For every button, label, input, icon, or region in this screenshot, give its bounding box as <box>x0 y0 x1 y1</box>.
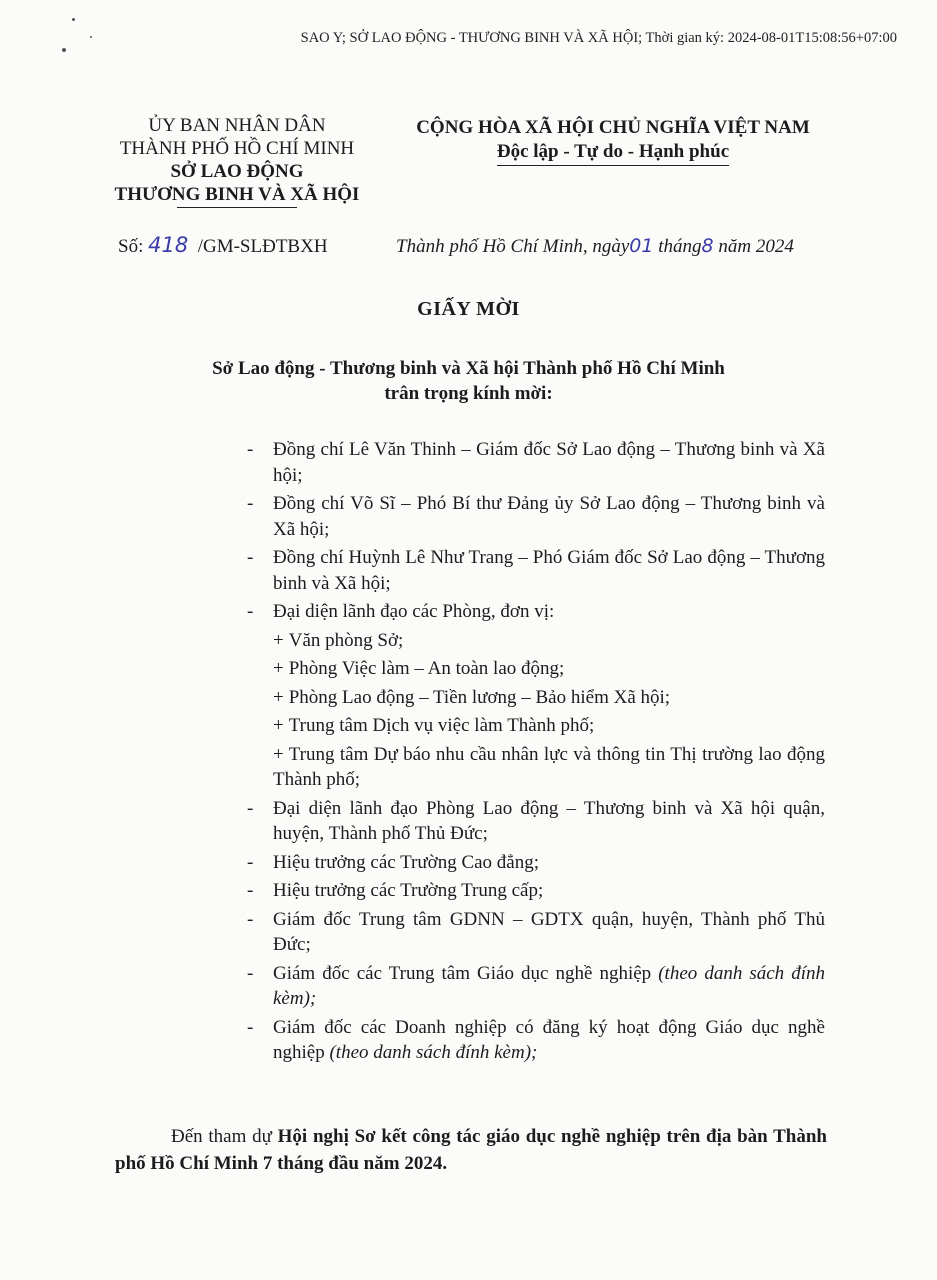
doc-number-prefix: Số: <box>118 236 144 257</box>
list-item: - Giám đốc các Doanh nghiệp có đăng ký hoạt động Giáo dục nghề nghiệp (theo danh sách đính kèm); <box>247 1016 825 1063</box>
agency-line-4: THƯƠNG BINH VÀ XÃ HỘI <box>114 184 360 205</box>
doc-number-suffix: /GM-SLĐTBXH <box>197 236 328 257</box>
issuing-agency-header <box>92 114 382 208</box>
list-item: - Hiệu trưởng các Trường Cao đẳng; <box>247 851 540 873</box>
scan-speck <box>62 48 66 52</box>
department-item: + Phòng Việc làm – An toàn lao động; <box>273 658 565 679</box>
national-header <box>382 116 844 166</box>
list-item: - Đại diện lãnh đạo các Phòng, đơn vị: <box>247 601 555 622</box>
date-year: năm 2024 <box>718 236 794 257</box>
country-name: CỘNG HÒA XÃ HỘI CHỦ NGHĨA VIỆT NAM <box>416 117 810 138</box>
document-title: GIẤY MỜI <box>417 298 520 320</box>
department-item: + Trung tâm Dịch vụ việc làm Thành phố; <box>273 715 595 736</box>
document-number <box>118 233 328 258</box>
doc-number-handwritten: 418 <box>148 233 189 257</box>
national-motto: Độc lập - Tự do - Hạnh phúc <box>497 140 729 166</box>
intro-line-1: Sở Lao động - Thương binh và Xã hội Thành phố Hồ Chí Minh <box>212 358 725 379</box>
department-item: + Phòng Lao động – Tiền lương – Bảo hiểm Xã hội; <box>273 686 671 708</box>
list-item: - Hiệu trưởng các Trường Trung cấp; <box>247 880 544 901</box>
list-item: - Giám đốc các Trung tâm Giáo dục nghề nghiệp (theo danh sách đính kèm); <box>247 962 825 1009</box>
date-place: Thành phố Hồ Chí Minh, ngày <box>396 236 630 257</box>
department-item: + Văn phòng Sở; <box>273 629 404 651</box>
intro-line-2: trân trọng kính mời: <box>384 383 553 404</box>
date-day: 01 <box>629 235 654 257</box>
list-item: - Đại diện lãnh đạo Phòng Lao động – Thương binh và Xã hội quận, huyện, Thành phố Thủ Đức; <box>247 797 825 844</box>
list-item: - Đồng chí Lê Văn Thinh – Giám đốc Sở Lao động – Thương binh và Xã hội; <box>247 439 825 486</box>
date-month-label: tháng <box>658 236 702 257</box>
scan-speck <box>72 18 75 21</box>
event-name: Hội nghị Sơ kết công tác giáo dục nghề nghiệp trên địa bàn Thành phố Hồ Chí Minh 7 tháng đầu năm 2024. <box>115 1126 827 1174</box>
issue-date <box>396 235 794 258</box>
invitee-list <box>247 437 825 1069</box>
agency-underline <box>177 207 297 208</box>
scan-speck <box>90 36 92 38</box>
department-item: + Trung tâm Dự báo nhu cầu nhân lực và thông tin Thị trường lao động Thành phố; <box>273 743 825 790</box>
agency-line-2: THÀNH PHỐ HỒ CHÍ MINH <box>119 138 355 159</box>
closing-lead: Đến tham dự <box>171 1126 278 1147</box>
invitation-closing <box>115 1123 827 1177</box>
agency-line-3: SỞ LAO ĐỘNG <box>170 161 304 182</box>
date-month: 8 <box>701 235 714 257</box>
digital-signature-stamp: SAO Y; SỞ LAO ĐỘNG - THƯƠNG BINH VÀ XÃ HỘI; Thời gian ký: 2024-08-01T15:08:56+07:00 <box>300 30 897 46</box>
list-item: - Đồng chí Võ Sĩ – Phó Bí thư Đảng ủy Sở Lao động – Thương binh và Xã hội; <box>247 493 825 540</box>
list-item: - Giám đốc Trung tâm GDNN – GDTX quận, huyện, Thành phố Thủ Đức; <box>247 908 825 955</box>
invitation-intro <box>0 356 937 406</box>
agency-line-1: ỦY BAN NHÂN DÂN <box>148 115 326 136</box>
list-item: - Đồng chí Huỳnh Lê Như Trang – Phó Giám đốc Sở Lao động – Thương binh và Xã hội; <box>247 547 825 594</box>
